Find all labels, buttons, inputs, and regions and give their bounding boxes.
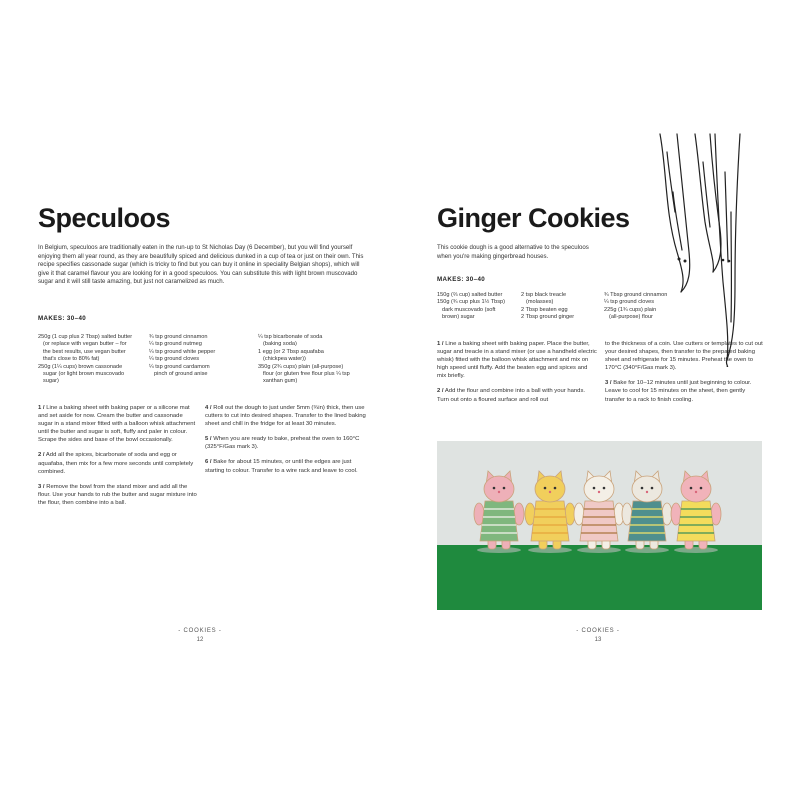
ingredients-column-1 bbox=[38, 334, 146, 386]
step-number: 1 / bbox=[437, 341, 444, 347]
ingredient-line: flour (or gluten free flour plus ¼ tsp bbox=[263, 371, 350, 378]
ingredient-line: (all-purpose) flour bbox=[609, 314, 653, 321]
ingredient-line: 250g (1 cup plus 2 Tbsp) salted butter bbox=[38, 334, 133, 340]
method-step bbox=[437, 387, 597, 403]
step-text: Line a baking sheet with baking paper or a silicone mat and set aside for now. Cream the butter and cassonade sugar in a stand mixer fitted with a balloon whisk attachment until the butter and sugar is soft, fluffy and paler in colour. Scrape the sides and base of the bowl occasionally. bbox=[38, 405, 196, 444]
page-footer bbox=[150, 628, 250, 643]
step-number: 3 / bbox=[38, 483, 45, 490]
white-cat-cookie bbox=[574, 471, 624, 553]
ingredient-line: 2 tsp black treacle bbox=[521, 292, 567, 298]
pink-cat-cookie bbox=[474, 471, 524, 553]
step-number: 2 / bbox=[437, 388, 444, 395]
ingredient-line: xanthan gum) bbox=[263, 378, 298, 385]
makes-label: MAKES: 30–40 bbox=[437, 276, 486, 283]
method-column-2 bbox=[205, 404, 367, 482]
ingredient-line: 1 egg (or 2 Tbsp aquafaba bbox=[258, 348, 324, 355]
ingredient-line: (baking soda) bbox=[263, 341, 297, 348]
step-text: Line a baking sheet with baking paper. Place the butter, sugar and treacle in a stand mixer (or use a handheld electric whisk) fitted with the balloon whisk attachment and mix on high speed until fluffy. Add the beaten egg and spices and mix briefly. bbox=[437, 341, 597, 380]
method-column-1 bbox=[38, 404, 198, 514]
step-number: 3 / bbox=[605, 380, 612, 387]
method-step bbox=[205, 404, 367, 428]
ingredient-line: the best results, use vegan butter bbox=[43, 348, 126, 355]
ingredient-line: 150g (¾ cup plus 1½ Tbsp) bbox=[437, 299, 505, 306]
page-number: 12 bbox=[196, 637, 204, 643]
step-text: When you are ready to bake, preheat the oven to 160°C (325°F/Gas mark 3). bbox=[205, 436, 360, 451]
ingredient-line: ¼ tsp bicarbonate of soda bbox=[258, 334, 323, 340]
step-text: Bake for 10–12 minutes until just beginning to colour. Leave to cool for 15 minutes on the sheet, then gently transfer to a rack to finish cooling. bbox=[605, 380, 752, 403]
ingredients-column-1 bbox=[437, 292, 519, 322]
section-label: - COOKIES - bbox=[576, 628, 620, 634]
ingredient-line: sugar) bbox=[43, 378, 59, 385]
step-text: Remove the bowl from the stand mixer and add all the flour. Use your hands to rub the butter and sugar mixture into the flour, then combine into a ball. bbox=[38, 483, 197, 506]
cat-cookies bbox=[437, 441, 762, 610]
ingredient-line: ¼ tsp ground cloves bbox=[149, 356, 200, 363]
ingredient-line: ¼ tsp ground cloves bbox=[604, 299, 655, 306]
ingredient-line: 250g (1¼ cups) brown cassonade bbox=[38, 363, 123, 370]
ingredient-line: ¼ tsp ground nutmeg bbox=[149, 341, 202, 348]
ingredient-line: ¼ tsp ground cardamom bbox=[149, 363, 210, 370]
method-column-1 bbox=[437, 340, 597, 411]
method-step bbox=[38, 451, 198, 475]
step-text: Roll out the dough to just under 5mm (¾in) thick, then use cutters to cut into desired shapes. Transfer to the lined baking sheet and chill in the fridge for at least 30 minutes. bbox=[205, 405, 366, 428]
ingredient-line: brown) sugar bbox=[442, 314, 475, 321]
ingredient-line: 150g (⅔ cup) salted butter bbox=[437, 292, 503, 298]
ingredient-line: (molasses) bbox=[526, 299, 554, 306]
ingredient-line: 2 Tbsp ground ginger bbox=[521, 314, 575, 321]
step-text: Add the flour and combine into a ball with your hands. Turn out onto a floured surface and roll out bbox=[437, 388, 586, 403]
step-number: 2 / bbox=[38, 452, 45, 459]
method-step bbox=[437, 340, 597, 380]
method-step bbox=[205, 435, 367, 451]
recipe-intro: In Belgium, speculoos are traditionally eaten in the run-up to St Nicholas Day (6 December), but you will find yourself enjoying them all year round, as they are beautifully spiced and delicious dunked in a cup of tea or just on their own. This recipe specifies cassonade sugar (which is tricky to find but you can buy it online in speciality Belgian shops), which will give it that caramel flavour you are looking for in a good speculoos. You can substitute this with light brown muscovado sugar and it will still taste amazing, but just not caramelized as much. bbox=[38, 244, 364, 286]
step-number: 1 / bbox=[38, 405, 45, 411]
step-text: Add all the spices, bicarbonate of soda and egg or aquafaba, then mix for a few more seconds until completely combined. bbox=[38, 452, 194, 475]
method-step bbox=[38, 404, 198, 444]
section-label: - COOKIES - bbox=[178, 628, 222, 634]
recipe-intro: This cookie dough is a good alternative to the speculoos when you're making gingerbread houses. bbox=[437, 244, 589, 260]
yellow-cat-cookie bbox=[525, 471, 575, 553]
method-step bbox=[38, 483, 198, 507]
ingredient-line: ¾ tsp ground cinnamon bbox=[149, 334, 208, 340]
pink-dress-cat-cookie bbox=[671, 471, 721, 553]
ingredient-line: ¼ tsp ground white pepper bbox=[149, 348, 216, 355]
ingredient-line: (chickpea water)) bbox=[263, 356, 306, 363]
page-footer bbox=[548, 628, 648, 643]
method-step bbox=[205, 458, 367, 474]
step-text: Bake for about 15 minutes, or until the edges are just starting to colour. Transfer to a wire rack and leave to cool. bbox=[205, 459, 358, 474]
ingredient-line: 350g (2¾ cups) plain (all-purpose) bbox=[258, 363, 344, 370]
cookies-photo bbox=[437, 441, 762, 610]
ingredients-column-2 bbox=[521, 292, 603, 322]
ingredient-line: 225g (1¾ cups) plain bbox=[604, 306, 657, 313]
recipe-title: Speculoos bbox=[38, 203, 171, 233]
ingredients-column-2 bbox=[149, 334, 257, 378]
ingredient-line: 2 Tbsp beaten egg bbox=[521, 306, 568, 313]
ingredient-line: (or replace with vegan butter – for bbox=[43, 341, 127, 348]
page-number: 13 bbox=[594, 637, 602, 643]
ingredient-line: that's close to 80% fat) bbox=[43, 356, 100, 363]
hanging-line-illustration bbox=[655, 132, 760, 367]
right-page bbox=[400, 0, 800, 800]
step-number: 4 / bbox=[205, 405, 212, 411]
step-number: 6 / bbox=[205, 459, 212, 466]
ingredient-line: pinch of ground anise bbox=[154, 371, 208, 378]
recipe-title: Ginger Cookies bbox=[437, 203, 630, 233]
ingredient-line: ¾ Tbsp ground cinnamon bbox=[604, 292, 668, 298]
step-text: to the thickness of a coin. Use cutters or templates to cut out your desired shapes, then transfer to the prepared baking sheet and refrigerate for 15 minutes. Preheat the oven to 170°C (340°F/Gas mark 3). bbox=[605, 341, 763, 372]
step-number: 5 / bbox=[205, 436, 212, 443]
ingredients-column-3 bbox=[258, 334, 368, 386]
ingredient-line: sugar (or light brown muscovado bbox=[43, 371, 125, 378]
grey-cat-cookie bbox=[622, 471, 672, 553]
method-step bbox=[605, 379, 765, 403]
makes-label: MAKES: 30–40 bbox=[38, 315, 87, 322]
ingredient-line: dark muscovado (soft bbox=[442, 306, 496, 313]
